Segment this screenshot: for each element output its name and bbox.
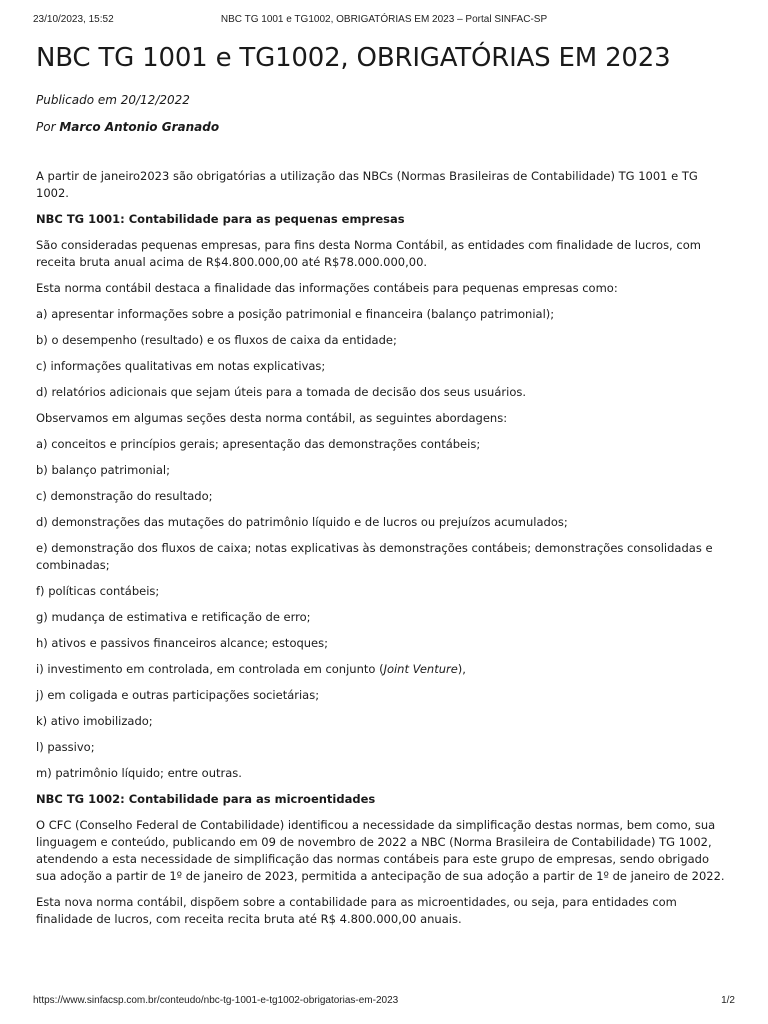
emphasis-text: Joint Venture bbox=[383, 662, 458, 676]
article bbox=[36, 40, 726, 937]
list-item bbox=[36, 661, 726, 678]
paragraph: Esta nova norma contábil, dispõem sobre a contabilidade para as microentidades, ou seja, para entidades com finalidade de lucros, com receita recita bruta até R$ 4.800.000,00 anuais. bbox=[36, 895, 677, 926]
list-item: k) ativo imobilizado; bbox=[36, 714, 153, 728]
publish-date: Publicado em 20/12/2022 bbox=[36, 93, 190, 107]
list-item-text: ), bbox=[457, 662, 466, 676]
paragraph: São consideradas pequenas empresas, para fins desta Norma Contábil, as entidades com finalidade de lucros, com receita bruta anual acima de R$4.800.000,00 até R$78.000.000,00. bbox=[36, 238, 701, 269]
list-item: j) em coligada e outras participações societárias; bbox=[36, 688, 320, 702]
list-item: a) apresentar informações sobre a posição patrimonial e financeira (balanço patrimonial); bbox=[36, 307, 555, 321]
page-title: NBC TG 1001 e TG1002, OBRIGATÓRIAS EM 2023 bbox=[36, 43, 671, 73]
section-heading-tg1002: NBC TG 1002: Contabilidade para as microentidades bbox=[36, 792, 376, 806]
page-number: 1/2 bbox=[721, 995, 735, 1006]
author-name: Marco Antonio Granado bbox=[59, 120, 220, 134]
paragraph: Observamos em algumas seções desta norma contábil, as seguintes abordagens: bbox=[36, 411, 508, 425]
list-item: e) demonstração dos fluxos de caixa; notas explicativas às demonstrações contábeis; demonstrações consolidadas e combinadas; bbox=[36, 541, 713, 572]
print-doc-title: NBC TG 1001 e TG1002, OBRIGATÓRIAS EM 2023 – Portal SINFAC-SP bbox=[220, 14, 548, 25]
print-footer bbox=[33, 995, 735, 1009]
list-item: c) demonstração do resultado; bbox=[36, 489, 213, 503]
intro-paragraph: A partir de janeiro2023 são obrigatórias a utilização das NBCs (Normas Brasileiras de Contabilidade) TG 1001 e TG 1002. bbox=[36, 169, 698, 200]
list-item-text: i) investimento em controlada, em controlada em conjunto ( bbox=[36, 662, 384, 676]
list-item: b) o desempenho (resultado) e os fluxos de caixa da entidade; bbox=[36, 333, 397, 347]
list-item: c) informações qualitativas em notas explicativas; bbox=[36, 359, 326, 373]
list-item: f) políticas contábeis; bbox=[36, 584, 160, 598]
list-item: l) passivo; bbox=[36, 740, 95, 754]
list-item: m) patrimônio líquido; entre outras. bbox=[36, 766, 242, 780]
print-url: https://www.sinfacsp.com.br/conteudo/nbc-tg-1001-e-tg1002-obrigatorias-em-2023 bbox=[33, 995, 399, 1006]
byline-prefix: Por bbox=[36, 120, 56, 134]
list-item: a) conceitos e princípios gerais; apresentação das demonstrações contábeis; bbox=[36, 437, 481, 451]
list-item: g) mudança de estimativa e retificação de erro; bbox=[36, 610, 311, 624]
list-item: b) balanço patrimonial; bbox=[36, 463, 170, 477]
article-body bbox=[36, 168, 726, 928]
section-heading-tg1001: NBC TG 1001: Contabilidade para as pequenas empresas bbox=[36, 212, 405, 226]
byline bbox=[36, 118, 726, 136]
print-header bbox=[33, 14, 735, 28]
print-datetime: 23/10/2023, 15:52 bbox=[33, 14, 114, 25]
paragraph: O CFC (Conselho Federal de Contabilidade) identificou a necessidade da simplificação destas normas, bem como, sua linguagem e conteúdo, publicando em 09 de novembro de 2022 a NBC (Norma Brasileira de Contabilidade) TG 1002, atendendo a esta necessidade de simplificação das normas contábeis para este grupo de empresas, sendo obrigado sua adoção a partir de 1º de janeiro de 2023, permitida a antecipação de sua adoção a partir de 1º de janeiro de 2022. bbox=[36, 818, 725, 883]
list-item: d) relatórios adicionais que sejam úteis para a tomada de decisão dos seus usuários. bbox=[36, 385, 526, 399]
list-item: d) demonstrações das mutações do patrimônio líquido e de lucros ou prejuízos acumulados; bbox=[36, 515, 568, 529]
paragraph: Esta norma contábil destaca a finalidade das informações contábeis para pequenas empresas como: bbox=[36, 281, 618, 295]
list-item: h) ativos e passivos financeiros alcance; estoques; bbox=[36, 636, 329, 650]
